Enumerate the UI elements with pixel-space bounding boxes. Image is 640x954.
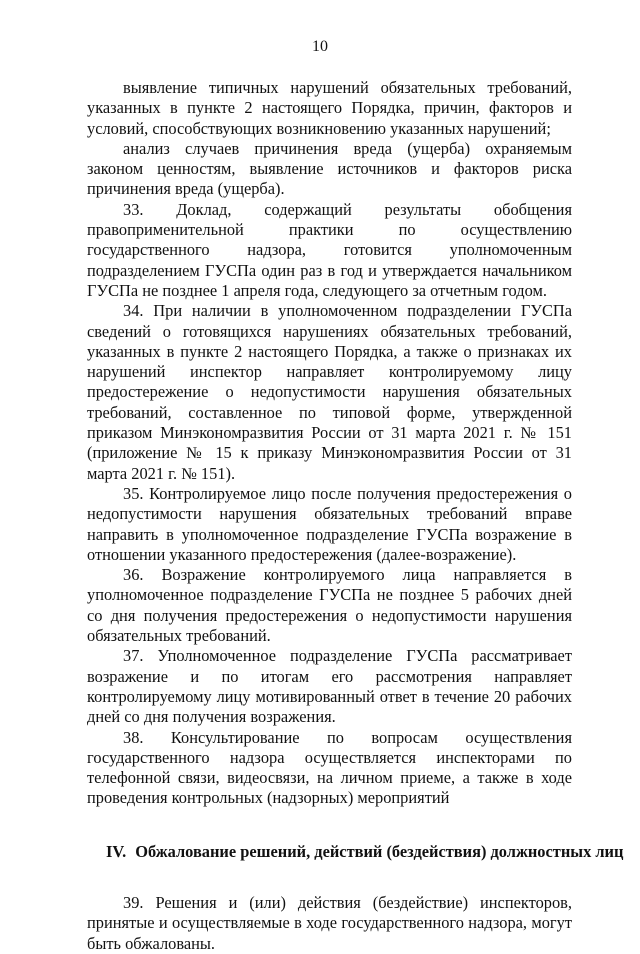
paragraph-36: 36. Возражение контролируемого лица направляется в уполномоченное подразделение ГУСПа не позднее 5 рабочих дней со дня получения предостережения о недопустимости нарушения обязательных требований. [87,565,572,646]
paragraph-39: 39. Решения и (или) действия (бездействие) инспекторов, принятые и осуществляемые в ходе государственного надзора, могут быть обжалованы. [87,892,572,953]
paragraph-33: 33. Доклад, содержащий результаты обобщения правоприменительной практики по осуществлению государственного надзора, готовится уполномоченным подразделением ГУСПа один раз в год и утверждается начальником ГУСПа не позднее 1 апреля года, следующего за отчетным годом. [87,199,572,300]
paragraph-harm-analysis: анализ случаев причинения вреда (ущерба) охраняемым законом ценностям, выявление источников и факторов риска причинения вреда (ущерба). [87,138,572,199]
page-number: 10 [312,38,328,55]
paragraph-violations-identification: выявление типичных нарушений обязательных требований, указанных в пункте 2 настоящего Порядка, причин, факторов и условий, способствующих возникновению указанных нарушений; [87,78,572,138]
section-number: IV. [106,841,127,861]
paragraph-35: 35. Контролируемое лицо после получения предостережения о недопустимости нарушения обязательных требований вправе направить в уполномоченное подразделение ГУСПа возражение в отношении указанного предостережения (далее-возражение). [87,483,572,564]
paragraph-37: 37. Уполномоченное подразделение ГУСПа рассматривает возражение и по итогам его рассмотрения направляет контролируемому лицу мотивированный ответ в течение 20 рабочих дней со дня получения возражения. [87,646,572,727]
section-title: Обжалование решений, действий (бездействия) должностных лиц [135,841,624,861]
paragraph-38: 38. Консультирование по вопросам осуществления государственного надзора осуществляется инспекторами по телефонной связи, видеосвязи, на личном приеме, а также в ходе проведения контрольных (надзорных) мероприятий [87,727,572,808]
paragraph-34: 34. При наличии в уполномоченном подразделении ГУСПа сведений о готовящихся нарушениях обязательных требований, указанных в пункте 2 настоящего Порядка, а также о признаках их нарушений инспектор направляет контролируемому лицу предостережение о недопустимости нарушения обязательных требований, составленное по типовой форме, утвержденной приказом Минэкономразвития России от 31 марта 2021 г. № 151 (приложение № 15 к приказу Минэкономразвития России от 31 марта 2021 г. № 151). [87,301,572,483]
section-heading [106,841,624,862]
document-body [87,78,624,954]
